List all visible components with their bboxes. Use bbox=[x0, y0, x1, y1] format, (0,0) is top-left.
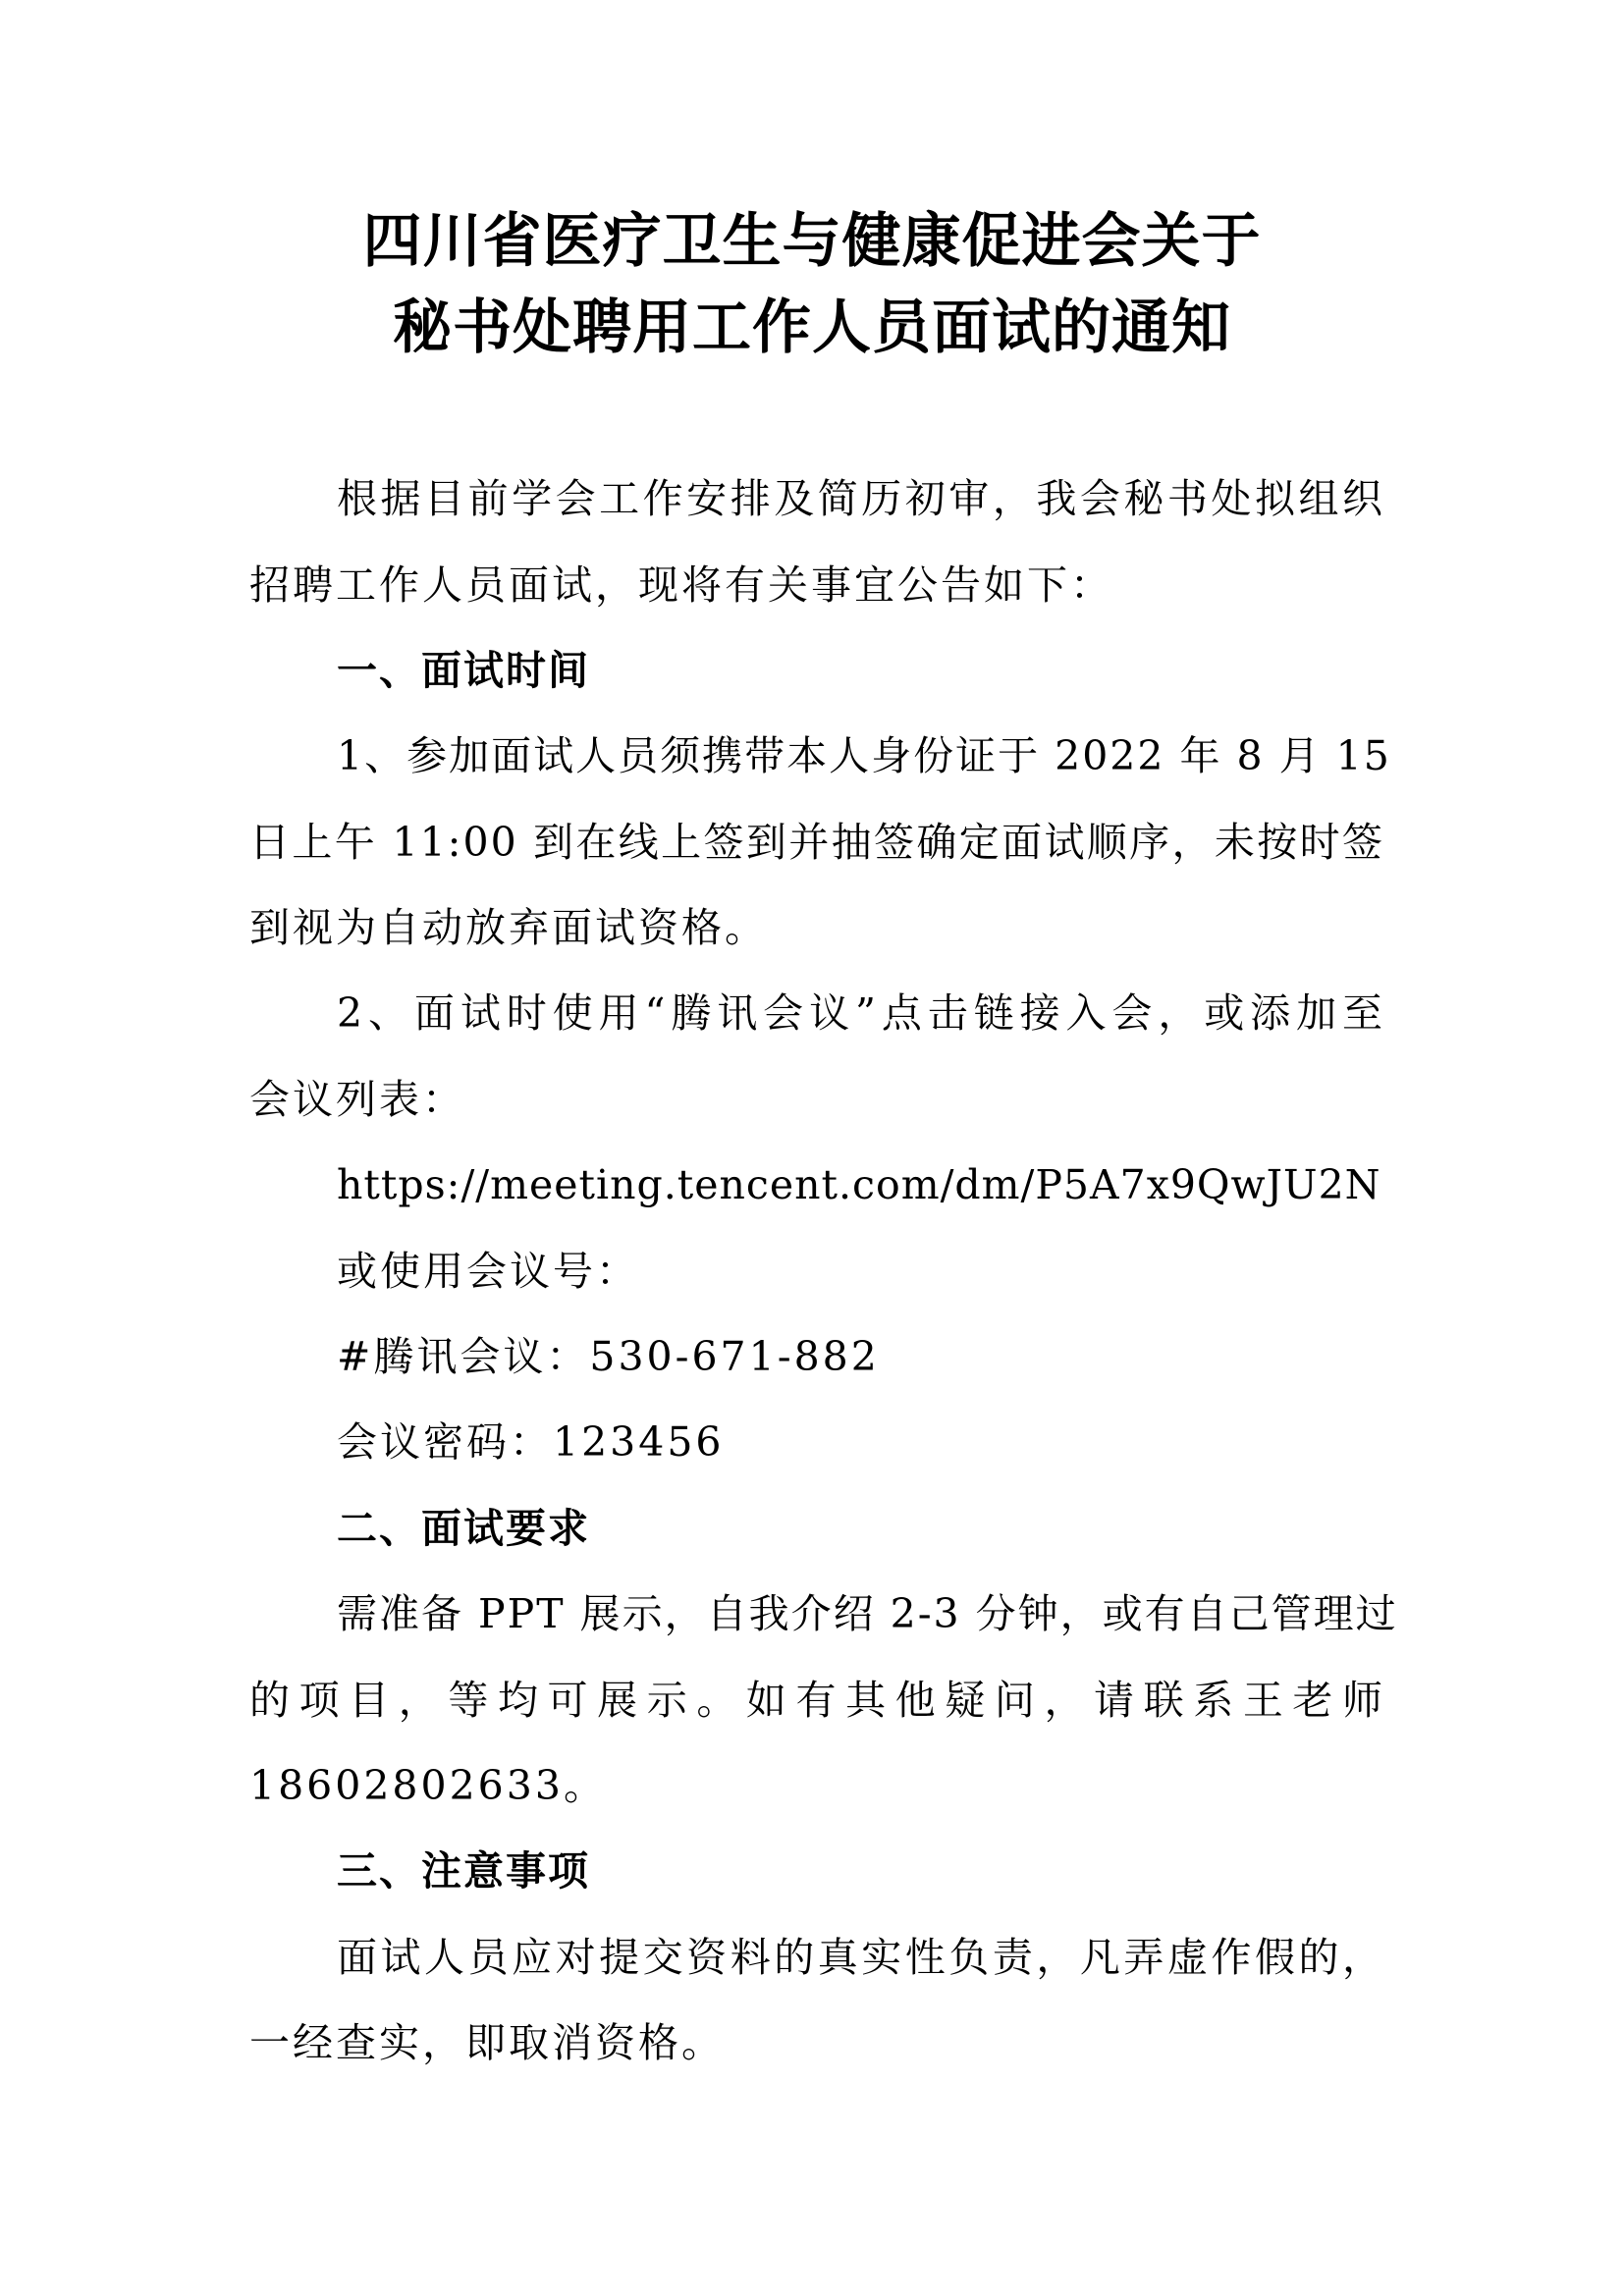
document-title-line-1: 四川省医疗卫生与健康促进会关于 bbox=[362, 207, 1262, 276]
item1-line-1: 1、参加面试人员须携带本人身份证于 2022 年 8 月 15 bbox=[337, 732, 1391, 779]
item1-line-2: 日上午 11:00 到在线上签到并抽签确定面试顺序，未按时签 bbox=[249, 819, 1384, 866]
intro-paragraph-line-2: 招聘工作人员面试，现将有关事宜公告如下： bbox=[249, 561, 1113, 609]
section-heading-interview-time: 一、面试时间 bbox=[337, 647, 590, 694]
requirements-line-1: 需准备 PPT 展示，自我介绍 2-3 分钟，或有自己管理过 bbox=[337, 1590, 1398, 1637]
intro-paragraph-line-1: 根据目前学会工作安排及简历初审，我会秘书处拟组织 bbox=[337, 475, 1384, 522]
requirements-line-3: 18602802633。 bbox=[249, 1762, 607, 1809]
notes-line-2: 一经查实，即取消资格。 bbox=[249, 2019, 725, 2066]
item2-line-1: 2、面试时使用“腾讯会议”点击链接入会，或添加至 bbox=[337, 989, 1384, 1037]
meeting-number: #腾讯会议：530-671-882 bbox=[337, 1333, 880, 1380]
section-heading-notes: 三、注意事项 bbox=[337, 1847, 590, 1895]
requirements-line-2: 的项目，等均可展示。如有其他疑问，请联系王老师 bbox=[249, 1677, 1384, 1724]
meeting-link[interactable]: https://meeting.tencent.com/dm/P5A7x9QwJU2N bbox=[337, 1161, 1381, 1208]
document-title-line-2: 秘书处聘用工作人员面试的通知 bbox=[393, 294, 1231, 362]
section-heading-interview-requirements: 二、面试要求 bbox=[337, 1505, 590, 1552]
notes-line-1: 面试人员应对提交资料的真实性负责，凡弄虚作假的， bbox=[337, 1934, 1384, 1981]
meeting-number-intro: 或使用会议号： bbox=[337, 1248, 639, 1295]
item2-line-2: 会议列表： bbox=[249, 1076, 465, 1123]
item1-line-3: 到视为自动放弃面试资格。 bbox=[249, 904, 768, 951]
meeting-password: 会议密码：123456 bbox=[337, 1418, 725, 1466]
